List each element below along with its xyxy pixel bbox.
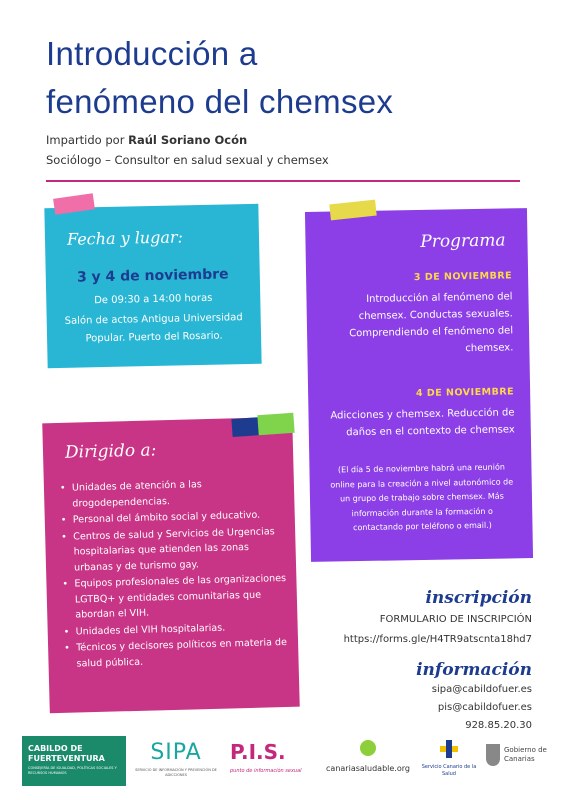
sipa-logo-text: SIPA (150, 740, 202, 765)
fecha-dates: 3 y 4 de noviembre (76, 266, 229, 286)
tape-green (257, 413, 294, 435)
cabildo-logo (22, 736, 126, 786)
imparted-prefix: Impartido por (46, 133, 129, 147)
sipa-logo-sub: SERVICIO DE INFORMACIÓN Y PREVENCIÓN DE ADICCIONES (135, 768, 217, 777)
list-item: • Unidades de atención a las drogodependencias. (58, 475, 287, 512)
logos-strip (22, 736, 552, 786)
programa-day-2: 4 DE NOVIEMBRE (415, 386, 515, 400)
programa-title: Programa (420, 230, 506, 252)
scs-cross-icon (440, 740, 458, 758)
canariasaludable-logo (322, 736, 414, 786)
pis-logo-sub: punto de información sexual (230, 768, 302, 774)
pis-logo (226, 736, 316, 786)
list-item: • Equipos profesionales de las organizaciones LGTBQ+ y entidades comunitarias que abordan el VIH. (60, 571, 289, 623)
dirigido-card (42, 417, 300, 713)
programa-day-2-text: Adicciones y chemsex. Reducción de daños en el contexto de chemsex (330, 407, 515, 439)
list-item: • Centros de salud y Servicios de Urgencias hospitalarias que atienden las zonas urbanas y de turismo gay. (59, 523, 288, 575)
cabildo-logo-text: CABILDO DE FUERTEVENTURA (28, 744, 105, 763)
cabildo-logo-sub: CONSEJERÍA DE IGUALDAD, POLÍTICAS SOCIALES Y RECURSOS HUMANOS (28, 766, 117, 775)
divider (46, 180, 520, 182)
speaker-name: Raúl Soriano Ocón (128, 133, 248, 147)
page-title (46, 30, 526, 126)
fecha-title: Fecha y lugar: (66, 227, 184, 249)
inscripcion-url[interactable]: https://forms.gle/H4TR9atscnta18hd7 (343, 634, 532, 645)
subtitle (46, 130, 329, 170)
canariasaludable-icon (360, 740, 376, 756)
dirigido-title: Dirigido a: (64, 440, 157, 463)
list-item: • Unidades del VIH hospitalarias. (62, 618, 290, 639)
programa-card (305, 208, 533, 562)
programa-day-1-text: Introducción al fenómeno del chemsex. Conductas sexuales. Comprendiendo el fenómeno del chemsex. (349, 291, 514, 355)
programa-day-1: 3 DE NOVIEMBRE (413, 270, 513, 284)
email-pis[interactable]: pis@cabildofuer.es (437, 702, 532, 713)
gobierno-shield-icon (486, 744, 500, 766)
fecha-hours: De 09:30 a 14:00 horas (94, 292, 213, 307)
scs-text: Servicio Canario de la Salud (421, 764, 477, 777)
informacion-label: información (416, 660, 532, 680)
gobierno-logo (484, 736, 552, 786)
sipa-logo (134, 736, 218, 786)
list-item: • Personal del ámbito social y educativo. (59, 507, 287, 528)
speaker-role: Sociólogo – Consultor en salud sexual y chemsex (46, 153, 329, 167)
title-line-2: fenómeno del chemsex (46, 83, 394, 120)
dirigido-list (58, 475, 291, 673)
gobierno-text: Gobierno de Canarias (504, 746, 547, 763)
scs-logo (420, 736, 478, 786)
speaker-line (46, 130, 329, 150)
fecha-place-2: Popular. Puerto del Rosario. (85, 330, 223, 345)
email-sipa[interactable]: sipa@cabildofuer.es (431, 684, 532, 695)
fecha-place-1: Salón de actos Antigua Universidad (64, 312, 243, 327)
list-item: • Técnicos y decisores políticos en materia de salud pública. (62, 635, 291, 672)
programa-note: (El día 5 de noviembre habrá una reunión online para la creación a nivel autonómico de un grupo de trabajo sobre chemsex. Más información durante la formación o contactando por teléfono o email.) (330, 462, 514, 533)
inscripcion-label: inscripción (425, 588, 532, 608)
phone-number: 928.85.20.30 (465, 720, 532, 731)
title-line-1: Introducción a (46, 35, 258, 72)
inscripcion-form: FORMULARIO DE INSCRIPCIÓN (379, 614, 532, 625)
pis-logo-text: P.I.S. (230, 740, 286, 764)
canariasaludable-text: canariasaludable.org (326, 764, 410, 773)
fecha-card (44, 204, 261, 368)
